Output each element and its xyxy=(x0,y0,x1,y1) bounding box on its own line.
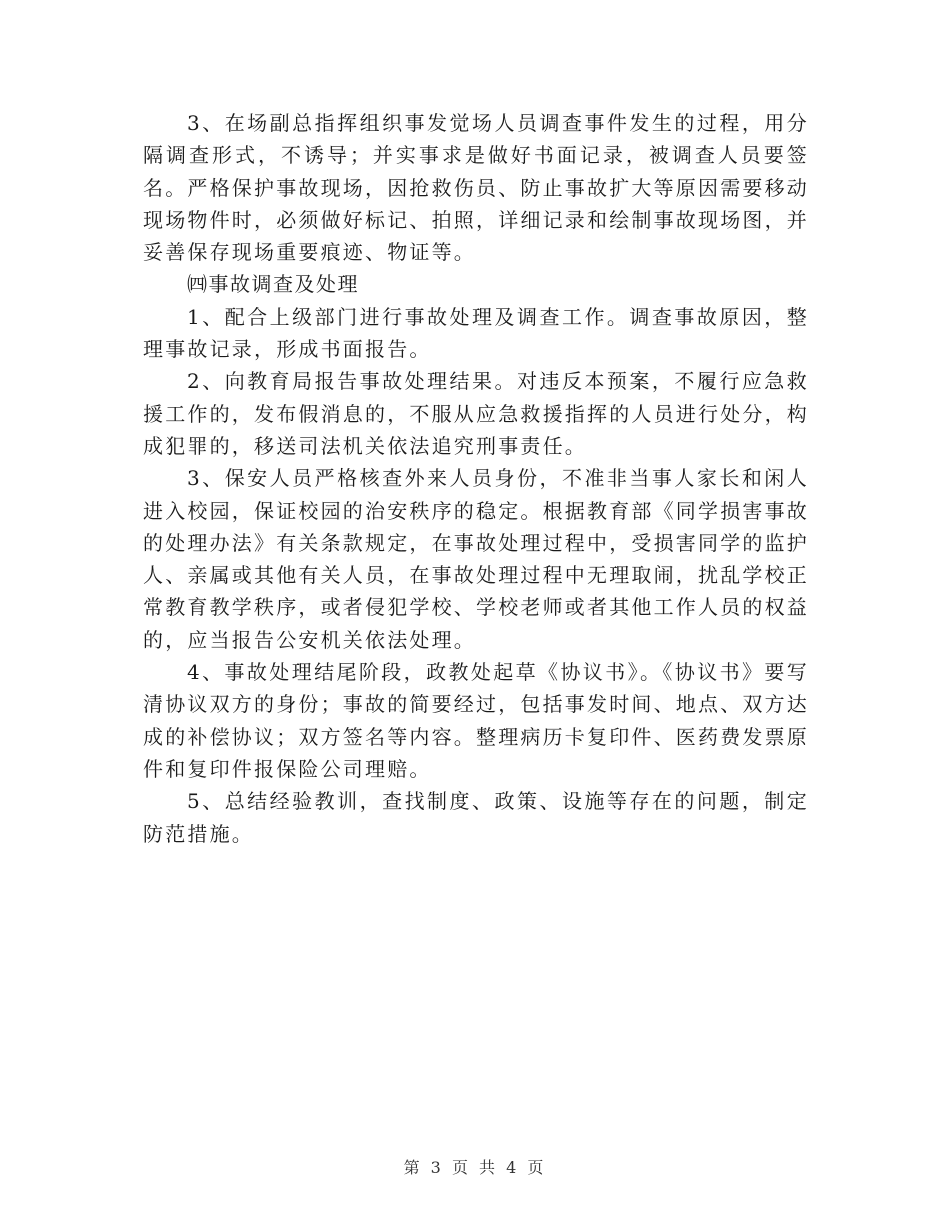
paragraph-agreement: 4、事故处理结尾阶段，政教处起草《协议书》。《协议书》要写清协议双方的身份；事故的简要经过，包括事发时间、地点、双方达成的补偿协议；双方签名等内容。整理病历卡复印件、医药费发票原件和复印件报保险公司理赔。 xyxy=(143,660,809,781)
paragraph-cooperate-investigation: 1、配合上级部门进行事故处理及调查工作。调查事故原因，整理事故记录，形成书面报告。 xyxy=(143,304,809,362)
section-heading-accident-investigation: ㈣事故调查及处理 xyxy=(187,272,359,297)
document-body xyxy=(143,107,809,850)
paragraph-security-check: 3、保安人员严格核查外来人员身份，不准非当事人家长和闲人进入校园，保证校园的治安秩序的稳定。根据教育部《同学损害事故的处理办法》有关条款规定，在事故处理过程中，受损害同学的监护人、亲属或其他有关人员，在事故处理过程中无理取闹，扰乱学校正常教育教学秩序，或者侵犯学校、学校老师或者其他工作人员的权益的，应当报告公安机关依法处理。 xyxy=(143,466,809,652)
page-number-footer: 第 3 页 共 4 页 xyxy=(403,1158,547,1177)
paragraph-report-results: 2、向教育局报告事故处理结果。对违反本预案，不履行应急救援工作的，发布假消息的，不服从应急救援指挥的人员进行处分，构成犯罪的，移送司法机关依法追究刑事责任。 xyxy=(143,369,809,458)
paragraph-scene-investigation: 3、在场副总指挥组织事发觉场人员调查事件发生的过程，用分隔调查形式，不诱导；并实事求是做好书面记录，被调查人员要签名。严格保护事故现场，因抢救伤员、防止事故扩大等原因需要移动现场物件时，必须做好标记、拍照，详细记录和绘制事故现场图，并妥善保存现场重要痕迹、物证等。 xyxy=(143,111,809,265)
paragraph-lessons-learned: 5、总结经验教训，查找制度、政策、设施等存在的问题，制定防范措施。 xyxy=(143,789,809,846)
